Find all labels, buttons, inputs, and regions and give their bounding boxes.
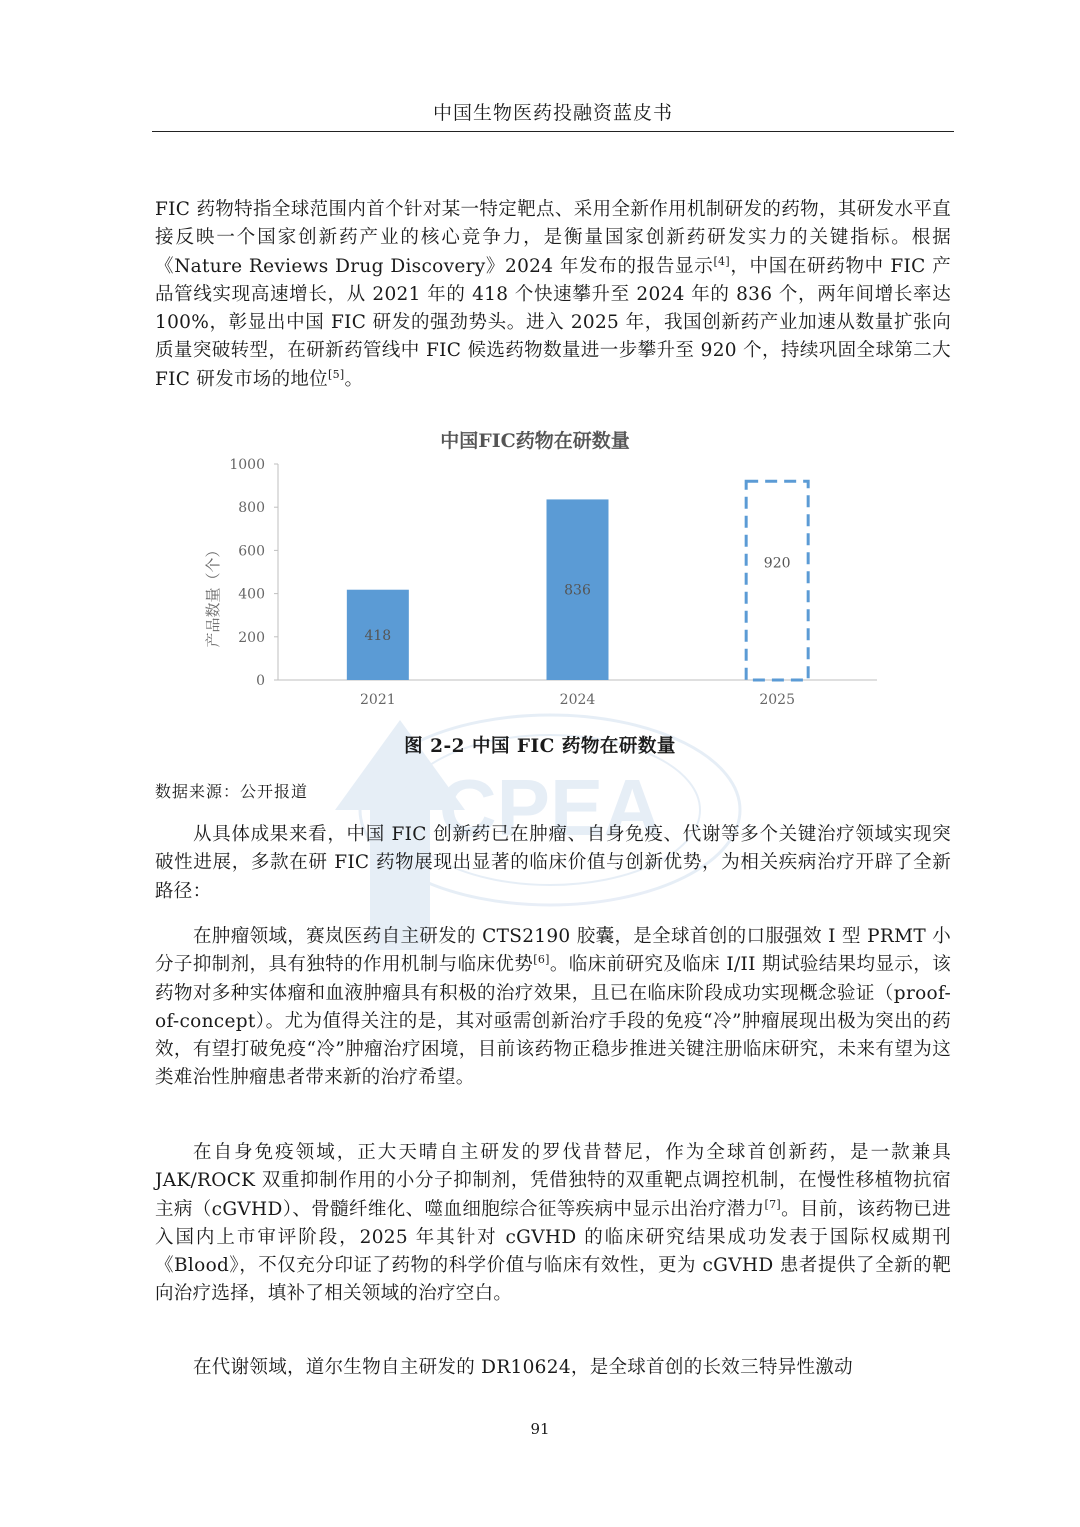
chart-y-tick-label: 800 — [238, 500, 265, 517]
paragraph-text: 。目前，该药物已进入国内上市审评阶段，2025 年其针对 cGVHD 的临床研究结果成功发表于国际权威期刊《Blood》，不仅充分印证了药物的科学价值与临床有效性，更为 cGVHD 患者提供了全新的靶向治疗选择，填补了相关领域的治疗空白。 — [155, 1198, 951, 1305]
chart-bar-projected — [746, 481, 808, 680]
paragraph-results: 从具体成果来看，中国 FIC 创新药已在肿瘤、自身免疫、代谢等多个关键治疗领域实现突破性进展，多款在研 FIC 药物展现出显著的临床价值与创新优势，为相关疾病治疗开辟了全新路径： — [155, 824, 951, 902]
chart-svg — [0, 415, 1080, 720]
paragraph-text: FIC 药物特指全球范围内首个针对某一特定靶点、采用全新作用机制研发的药物，其研发水平直接反映一个国家创新药产业的核心竞争力，是衡量国家创新药研发实力的关键指标。根据《Nature Reviews Drug Discovery》2024 年发布的报告显示 — [155, 199, 951, 277]
paragraph-text: 在肿瘤领域，赛岚医药自主研发的 CTS2190 胶囊，是全球首创的口服强效 I 型 PRMT 小分子抑制剂，具有独特的作用机制与临床优势 — [155, 926, 951, 976]
chart-y-tick-label: 1000 — [229, 457, 265, 473]
paragraph-text: 。 — [344, 368, 364, 390]
paragraph-autoimmune — [155, 1139, 951, 1309]
chart-y-tick-label: 200 — [238, 629, 265, 646]
figure-caption: 图 2-2 中国 FIC 药物在研数量 — [404, 736, 676, 757]
chart-x-tick-label: 2025 — [759, 692, 795, 708]
paragraph-oncology — [155, 923, 951, 1093]
chart-y-tick-label: 600 — [238, 543, 265, 560]
citation-ref[interactable]: [7] — [764, 1197, 782, 1211]
chart-title: 中国FIC药物在研数量 — [440, 430, 630, 452]
chart-data-label: 920 — [763, 555, 791, 572]
citation-ref[interactable]: [5] — [327, 367, 345, 381]
header-rule — [152, 131, 954, 132]
paragraph-fic-intro — [155, 196, 951, 394]
running-header: 中国生物医药投融资蓝皮书 — [432, 102, 673, 124]
citation-ref[interactable]: [4] — [713, 254, 730, 268]
watermark-text: CPEA — [438, 763, 662, 852]
paragraph-text: 在自身免疫领域，正大天晴自主研发的罗伐昔替尼，作为全球首创新药，是一款兼具 JAK/ROCK 双重抑制作用的小分子抑制剂，凭借独特的双重靶点调控机制，在慢性移植物抗宿主病（cGVHD）、骨髓纤维化、噬血细胞综合征等疾病中显示出治疗潜力 — [155, 1142, 951, 1220]
figure-source: 数据来源：公开报道 — [155, 782, 309, 801]
chart-data-label: 418 — [364, 627, 392, 644]
citation-ref[interactable]: [6] — [533, 953, 550, 967]
chart-y-tick-label: 400 — [238, 586, 265, 603]
chart-x-tick-label: 2021 — [360, 692, 396, 708]
chart-x-tick-label: 2024 — [559, 692, 596, 708]
paragraph-text: ，中国在研药物中 FIC 产品管线实现高速增长，从 2021 年的 418 个快速攀升至 2024 年的 836 个，两年间增长率达 100%，彰显出中国 FIC 研发的强劲势头。进入 2025 年，我国创新药产业加速从数量扩张向质量突破转型，在研新药管线中 FIC 候选药物数量进一步攀升至 920 个，持续巩固全球第二大 FIC 研发市场的地位 — [155, 255, 951, 390]
paragraph-text: 。临床前研究及临床 I/II 期试验结果均显示，该药物对多种实体瘤和血液肿瘤具有积极的治疗效果，且已在临床阶段成功实现概念验证（proof-of-concept）。尤为值得关注的是，其对亟需创新治疗手段的免疫“冷”肿瘤展现出极为突出的药效，有望打破免疫“冷”肿瘤治疗困境，目前该药物正稳步推进关键注册临床研究，未来有望为这类难治性肿瘤患者带来新的治疗希望。 — [155, 954, 951, 1089]
chart-data-label: 836 — [564, 582, 591, 599]
page-number: 91 — [530, 1420, 550, 1438]
fic-chart — [0, 415, 1080, 720]
chart-y-axis-label: 产品数量（个） — [204, 542, 222, 648]
paragraph-metabolic: 在代谢领域，道尔生物自主研发的 DR10624，是全球首创的长效三特异性激动 — [193, 1357, 853, 1378]
chart-y-tick-label: 0 — [256, 673, 265, 689]
